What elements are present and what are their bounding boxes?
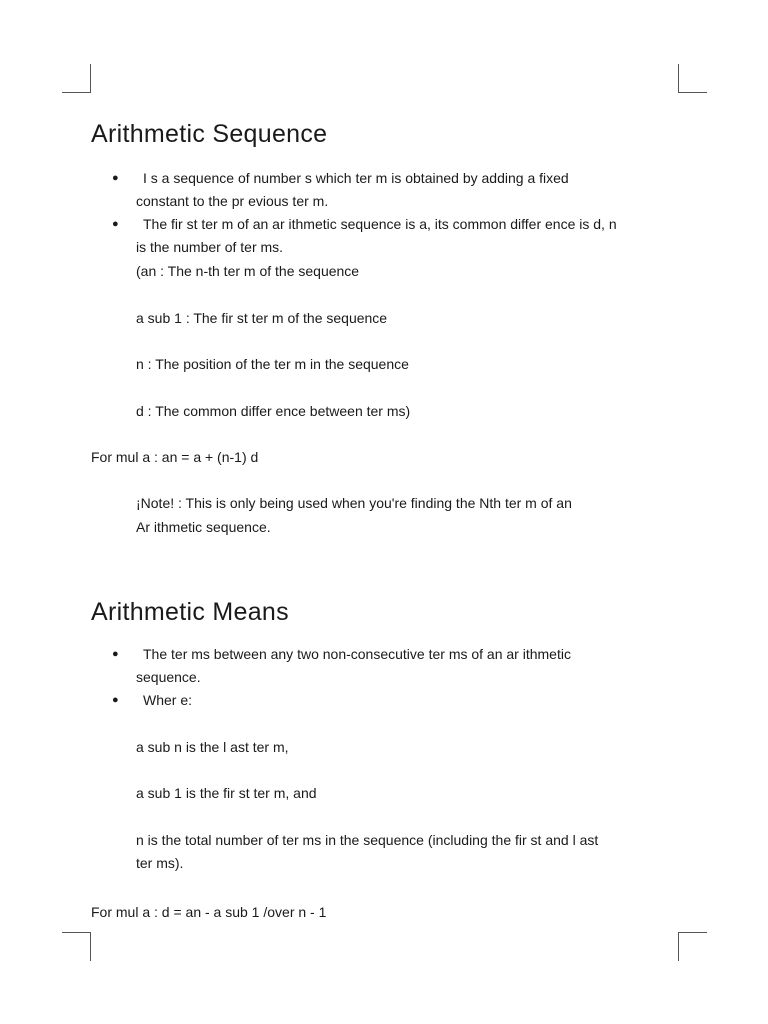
bullet-text-line: constant to the pr evious ter m. [136,193,329,209]
bullet-text-line: I s a sequence of number s which ter m is obtained by adding a fixed [143,170,569,186]
definition-n-line: ter ms). [136,855,184,871]
bullet-icon: ● [112,218,119,230]
bullet-icon: ● [112,172,119,184]
formula-nth-term: For mul a : an = a + (n-1) d [91,449,259,465]
definition-an: (an : The n-th ter m of the sequence [136,263,360,279]
note-text-line: Ar ithmetic sequence. [136,519,271,535]
note-text-line: ¡Note! : This is only being used when you're finding the Nth ter m of an [136,495,572,511]
bullet-text-line: The fir st ter m of an ar ithmetic sequence is a, its common differ ence is d, n [143,216,617,232]
definition-an: a sub n is the l ast ter m, [136,739,289,755]
bullet-icon: ● [112,648,119,660]
bullet-icon: ● [112,694,119,706]
definition-n-line: n is the total number of ter ms in the sequence (including the fir st and l ast [136,832,599,848]
section-heading-arithmetic-means: Arithmetic Means [91,598,289,626]
bullet-text-line: sequence. [136,669,201,685]
crop-mark-bottom-right-icon [678,932,707,961]
definition-n: n : The position of the ter m in the sequence [136,356,409,372]
crop-mark-top-left-icon [62,64,91,93]
bullet-text-line: Wher e: [143,692,193,708]
definition-d: d : The common differ ence between ter ms) [136,403,411,419]
definition-a1: a sub 1 is the fir st ter m, and [136,785,317,801]
crop-mark-top-right-icon [678,64,707,93]
bullet-text-line: The ter ms between any two non-consecutive ter ms of an ar ithmetic [143,646,571,662]
section-heading-arithmetic-sequence: Arithmetic Sequence [91,120,328,148]
crop-mark-bottom-left-icon [62,932,91,961]
bullet-text-line: is the number of ter ms. [136,239,284,255]
formula-common-difference: For mul a : d = an - a sub 1 /over n - 1 [91,904,327,920]
definition-a1: a sub 1 : The fir st ter m of the sequence [136,310,388,326]
